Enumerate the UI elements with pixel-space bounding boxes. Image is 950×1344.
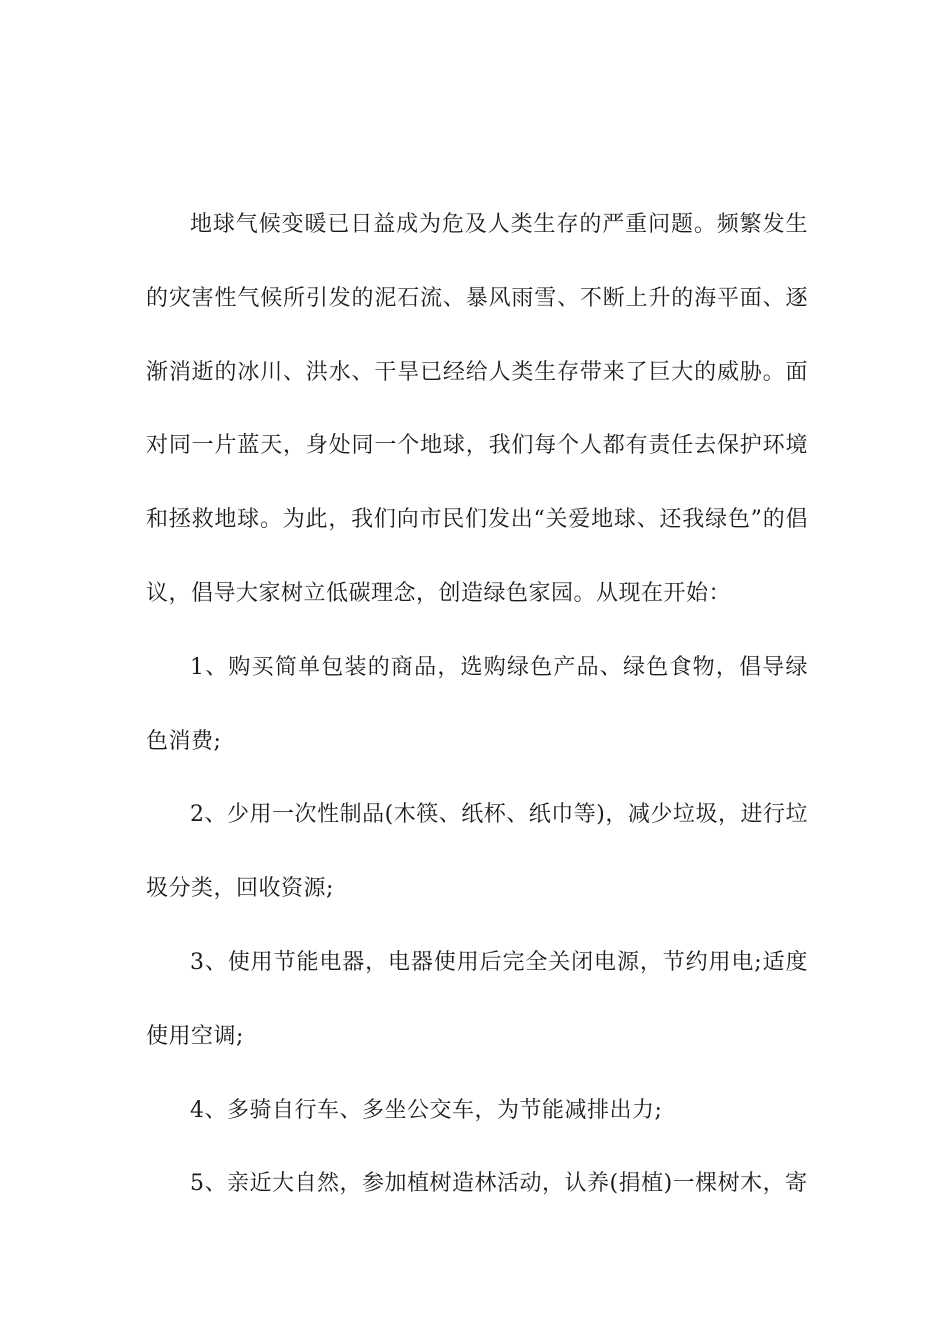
list-item-4: 4、多骑自行车、多坐公交车，为节能减排出力; bbox=[190, 1097, 663, 1123]
list-item-2: 2、少用一次性制品(木筷、纸杯、纸巾等)，减少垃圾，进行垃圾分类，回收资源; bbox=[146, 802, 808, 902]
list-item-5: 5、亲近大自然，参加植树造林活动，认养(捐植)一棵树木，寄 bbox=[190, 1171, 808, 1197]
list-item-3: 3、使用节能电器，电器使用后完全关闭电源，节约用电;适度使用空调; bbox=[146, 949, 808, 1049]
document-body bbox=[146, 188, 808, 1221]
list-item-1: 1、购买简单包装的商品，选购绿色产品、绿色食物，倡导绿色消费; bbox=[146, 654, 808, 754]
intro-paragraph: 地球气候变暖已日益成为危及人类生存的严重问题。频繁发生的灾害性气候所引发的泥石流、暴风雨雪、不断上升的海平面、逐渐消逝的冰川、洪水、干旱已经给人类生存带来了巨大的威胁。面对同一片蓝天，身处同一个地球，我们每个人都有责任去保护环境和拯救地球。为此，我们向市民们发出“关爱地球、还我绿色”的倡议，倡导大家树立低碳理念，创造绿色家园。从现在开始： bbox=[146, 212, 808, 606]
